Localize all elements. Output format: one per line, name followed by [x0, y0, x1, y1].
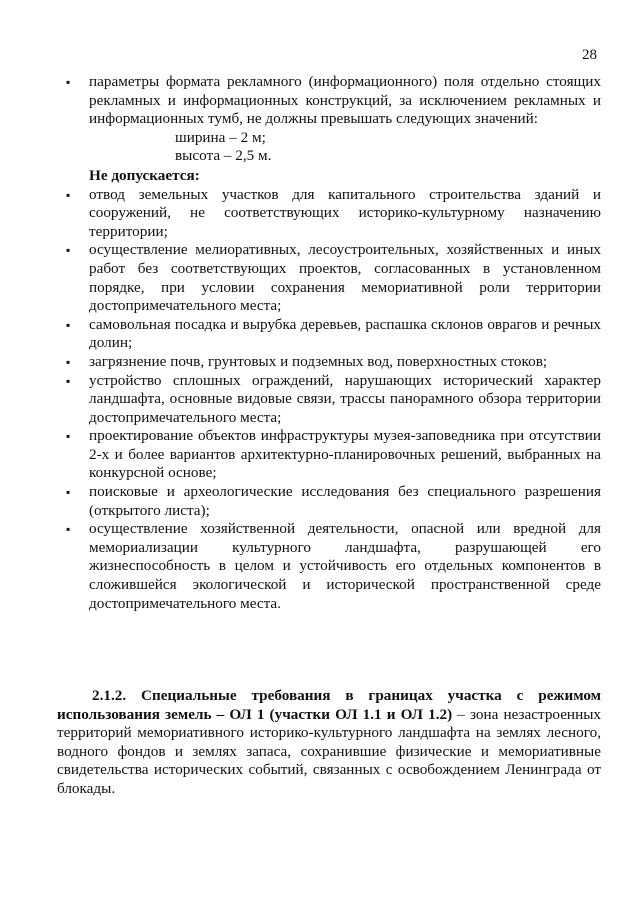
list-item: ▪ параметры формата рекламного (информационного) поля отдельно стоящих рекламных и информационных конструкций, за исключением рекламных и информационных тумб, не должны превышать следующих значений:: [89, 73, 601, 129]
height-value: высота – 2,5 м.: [175, 147, 272, 165]
section-heading: 2.1.2. Специальные требования в границах участка с режимом использования земель – ОЛ 1 (участки ОЛ 1.1 и ОЛ 1.2): [57, 687, 601, 723]
not-allowed-list: [89, 186, 601, 614]
section-2-1-2: [57, 687, 601, 799]
list-item: ▪ поисковые и археологические исследования без специального разрешения (открытого листа);: [89, 483, 601, 520]
not-allowed-heading: Не допускается:: [89, 166, 200, 184]
list-item: ▪ осуществление мелиоративных, лесоустроительных, хозяйственных и иных работ без соответствующих проектов, согласованных в установленном порядке, при условии сохранения мемориативной роли территории достопримечательного места;: [89, 241, 601, 315]
list-item: ▪ осуществление хозяйственной деятельности, опасной или вредной для мемориализации культурного ландшафта, разрушающей его жизнеспособность в целом и устойчивость его отдельных компонентов в сложившейся экологической и исторической пространственной среде достопримечательного места.: [89, 520, 601, 613]
dimension-values: [175, 129, 601, 166]
page-number: 28: [582, 47, 597, 63]
section-body: – зона незастроенных территорий мемориативного историко-культурного ландшафта на землях лесного, водного фондов и землях запаса, сохранившие физические и мемориативные свидетельства исторических событий, связанных с освобождением Ленинграда от блокады.: [57, 705, 601, 797]
list-item: ▪ самовольная посадка и вырубка деревьев, распашка склонов оврагов и речных долин;: [89, 316, 601, 353]
list-item: ▪ проектирование объектов инфраструктуры музея-заповедника при отсутствии 2-х и более вариантов архитектурно-планировочных решений, выбранных на конкурсной основе;: [89, 427, 601, 483]
list-item: ▪ загрязнение почв, грунтовых и подземных вод, поверхностных стоков;: [89, 353, 601, 372]
format-requirements-list: [89, 73, 601, 129]
width-value: ширина – 2 м;: [175, 128, 266, 146]
list-item: ▪ устройство сплошных ограждений, нарушающих исторический характер ландшафта, основные видовые связи, трассы панорамного обзора территории достопримечательного места;: [89, 372, 601, 428]
document-content: [89, 73, 601, 613]
list-item: ▪ отвод земельных участков для капитального строительства зданий и сооружений, не соответствующих историко-культурному назначению территории;: [89, 186, 601, 242]
